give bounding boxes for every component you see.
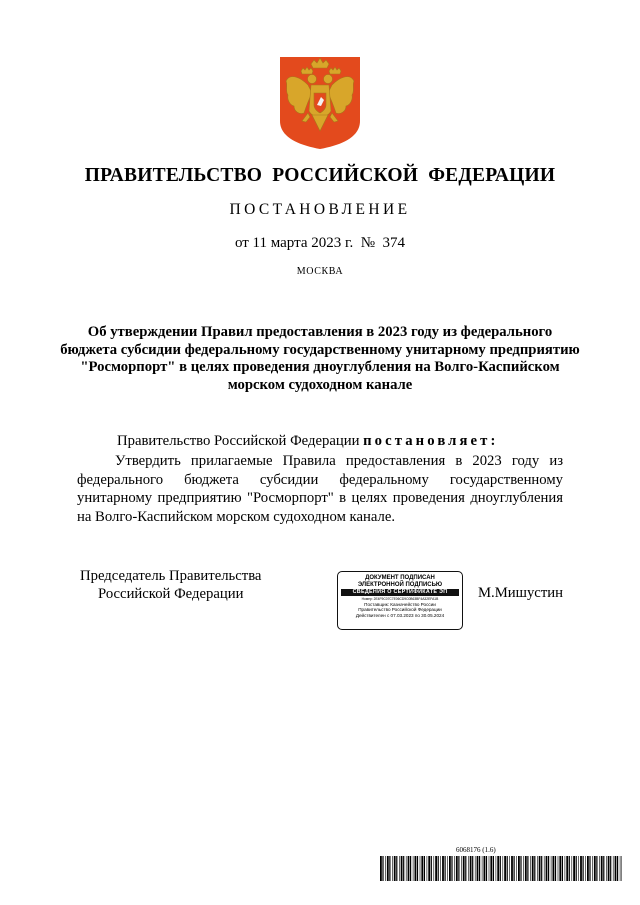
document-code: 6068176 (1.6) [456,846,496,854]
stamp-issuer-line2: Правительство Российской Федерации [358,607,442,613]
barcode-icon [380,856,622,881]
government-title: ПРАВИТЕЛЬСТВО РОССИЙСКОЙ ФЕДЕРАЦИИ [84,165,556,186]
stamp-validity: Действителен с 07.03.2023 по 30.05.2024 [355,612,445,618]
signer-position [80,567,261,603]
stamp-line1: ДОКУМЕНТ ПОДПИСАН [365,575,435,581]
document-date-number: от 11 марта 2023 г. № 374 [234,235,406,251]
document-city: МОСКВА [296,266,344,277]
signer-name: М.Мишустин [478,585,563,601]
electronic-signature-stamp [337,571,463,630]
stamp-serial: Номер: 2E4F9C07C7E06CD9C0B63BF4A32EFA1B [361,596,439,601]
preamble [117,433,498,450]
stamp-certificate-band: СВЕДЕНИЯ О СЕРТИФИКАТЕ ЭП [341,589,459,596]
stamp-issuer-line1: Поставщик: Казначейство России [364,601,436,607]
signer-position-line1: Председатель Правительства [80,568,262,584]
preamble-action: постановляет: [363,433,499,449]
resolution-paragraph: Утвердить прилагаемые Правила предоставления в 2023 году из федерального бюджета субсидии федеральному государственному унитарному предприятию "Росморпорт" в целях проведения дноуглубления на Волго-Каспийском морском судоходном канале. [77,453,563,525]
preamble-lead: Правительство Российской Федерации [117,433,364,449]
document-subject: Об утверждении Правил предоставления в 2023 году из федерального бюджета субсидии федеральному государственному унитарному предприятию "Росморпорт" в целях проведения дноуглубления на Волго-Каспийском морском судоходном канале [60,324,580,393]
signer-position-line2: Российской Федерации [98,586,244,602]
russian-coat-of-arms-icon [278,55,362,151]
stamp-line2: ЭЛЕКТРОННОЙ ПОДПИСЬЮ [357,581,443,588]
document-type: ПОСТАНОВЛЕНИЕ [229,201,411,218]
